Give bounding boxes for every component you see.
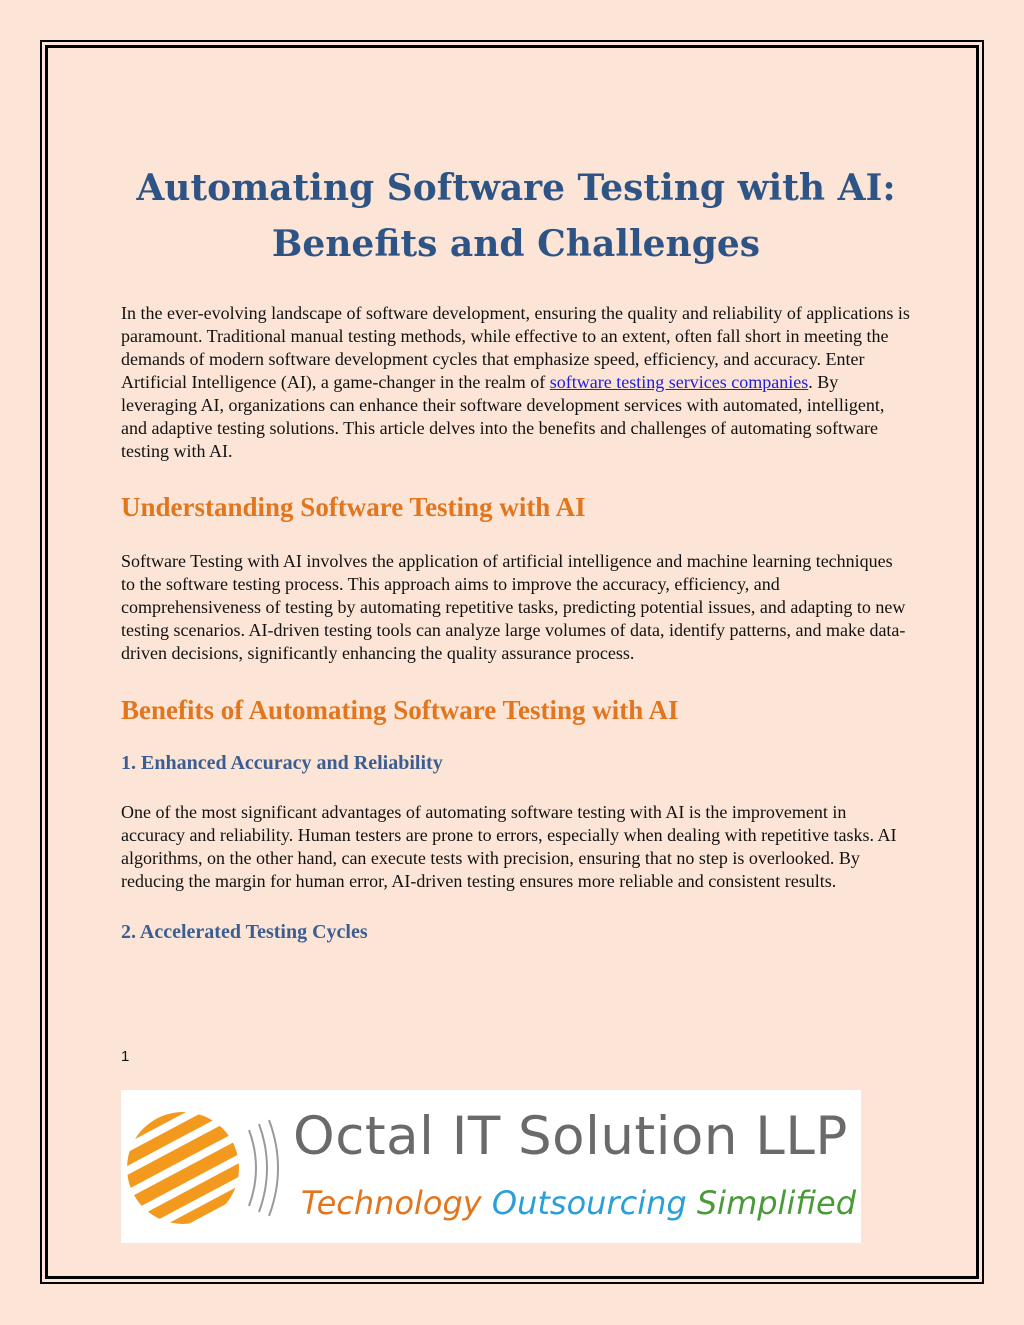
page-number: 1	[121, 1048, 130, 1065]
company-tagline	[301, 1184, 856, 1222]
accuracy-paragraph: One of the most significant advantages of automating software testing with AI is the improvement in accuracy and reliability. Human testers are prone to errors, especially when dealing with repetitive tasks. AI algorithms, on the other hand, can execute tests with precision, ensuring that no step is overlooked. By reducing the margin for human error, AI-driven testing ensures more reliable and consistent results.	[121, 802, 897, 891]
title-line-1: Automating Software Testing with AI:	[136, 167, 896, 209]
document-body	[121, 160, 911, 945]
software-testing-services-link[interactable]: software testing services companies	[549, 372, 809, 392]
tagline-outsourcing: Outsourcing	[491, 1184, 687, 1222]
tagline-technology: Technology	[301, 1184, 482, 1222]
tagline-simplified: Simplified	[696, 1184, 856, 1222]
company-logo-banner	[121, 1090, 861, 1243]
title-line-2: Benefits and Challenges	[271, 223, 761, 265]
section-heading-understanding: Understanding Software Testing with AI	[121, 492, 586, 522]
understanding-paragraph: Software Testing with AI involves the application of artificial intelligence and machine learning techniques to the software testing process. This approach aims to improve the accuracy, efficiency, and comprehensiveness of testing by automating repetitive tasks, predicting potential issues, and adapting to new testing scenarios. AI-driven testing tools can analyze large volumes of data, identify patterns, and make data-driven decisions, significantly enhancing the quality assurance process.	[121, 551, 906, 663]
intro-text-end: . By leveraging AI, organizations can enhance their software development services with automated, intelligent, and adaptive testing solutions. This article delves into the benefits and challenges of automating software testing with AI.	[121, 372, 885, 461]
company-name: Octal IT Solution LLP	[293, 1106, 848, 1167]
intro-text-start: In the ever-evolving landscape of software development, ensuring the quality and reliability of applications is paramount. Traditional manual testing methods, while effective to an extent, often fall short in meeting the demands of modern software development cycles that emphasize speed, efficiency, and accuracy. Enter Artificial Intelligence (AI), a game-changer in the realm of	[121, 303, 910, 392]
subheading-accelerated: 2. Accelerated Testing Cycles	[121, 921, 368, 943]
intro-paragraph	[121, 302, 911, 463]
orange-globe-logo-icon	[121, 1090, 291, 1243]
document-title	[121, 160, 911, 272]
section-heading-benefits: Benefits of Automating Software Testing with AI	[121, 695, 679, 725]
subheading-accuracy: 1. Enhanced Accuracy and Reliability	[121, 752, 443, 774]
